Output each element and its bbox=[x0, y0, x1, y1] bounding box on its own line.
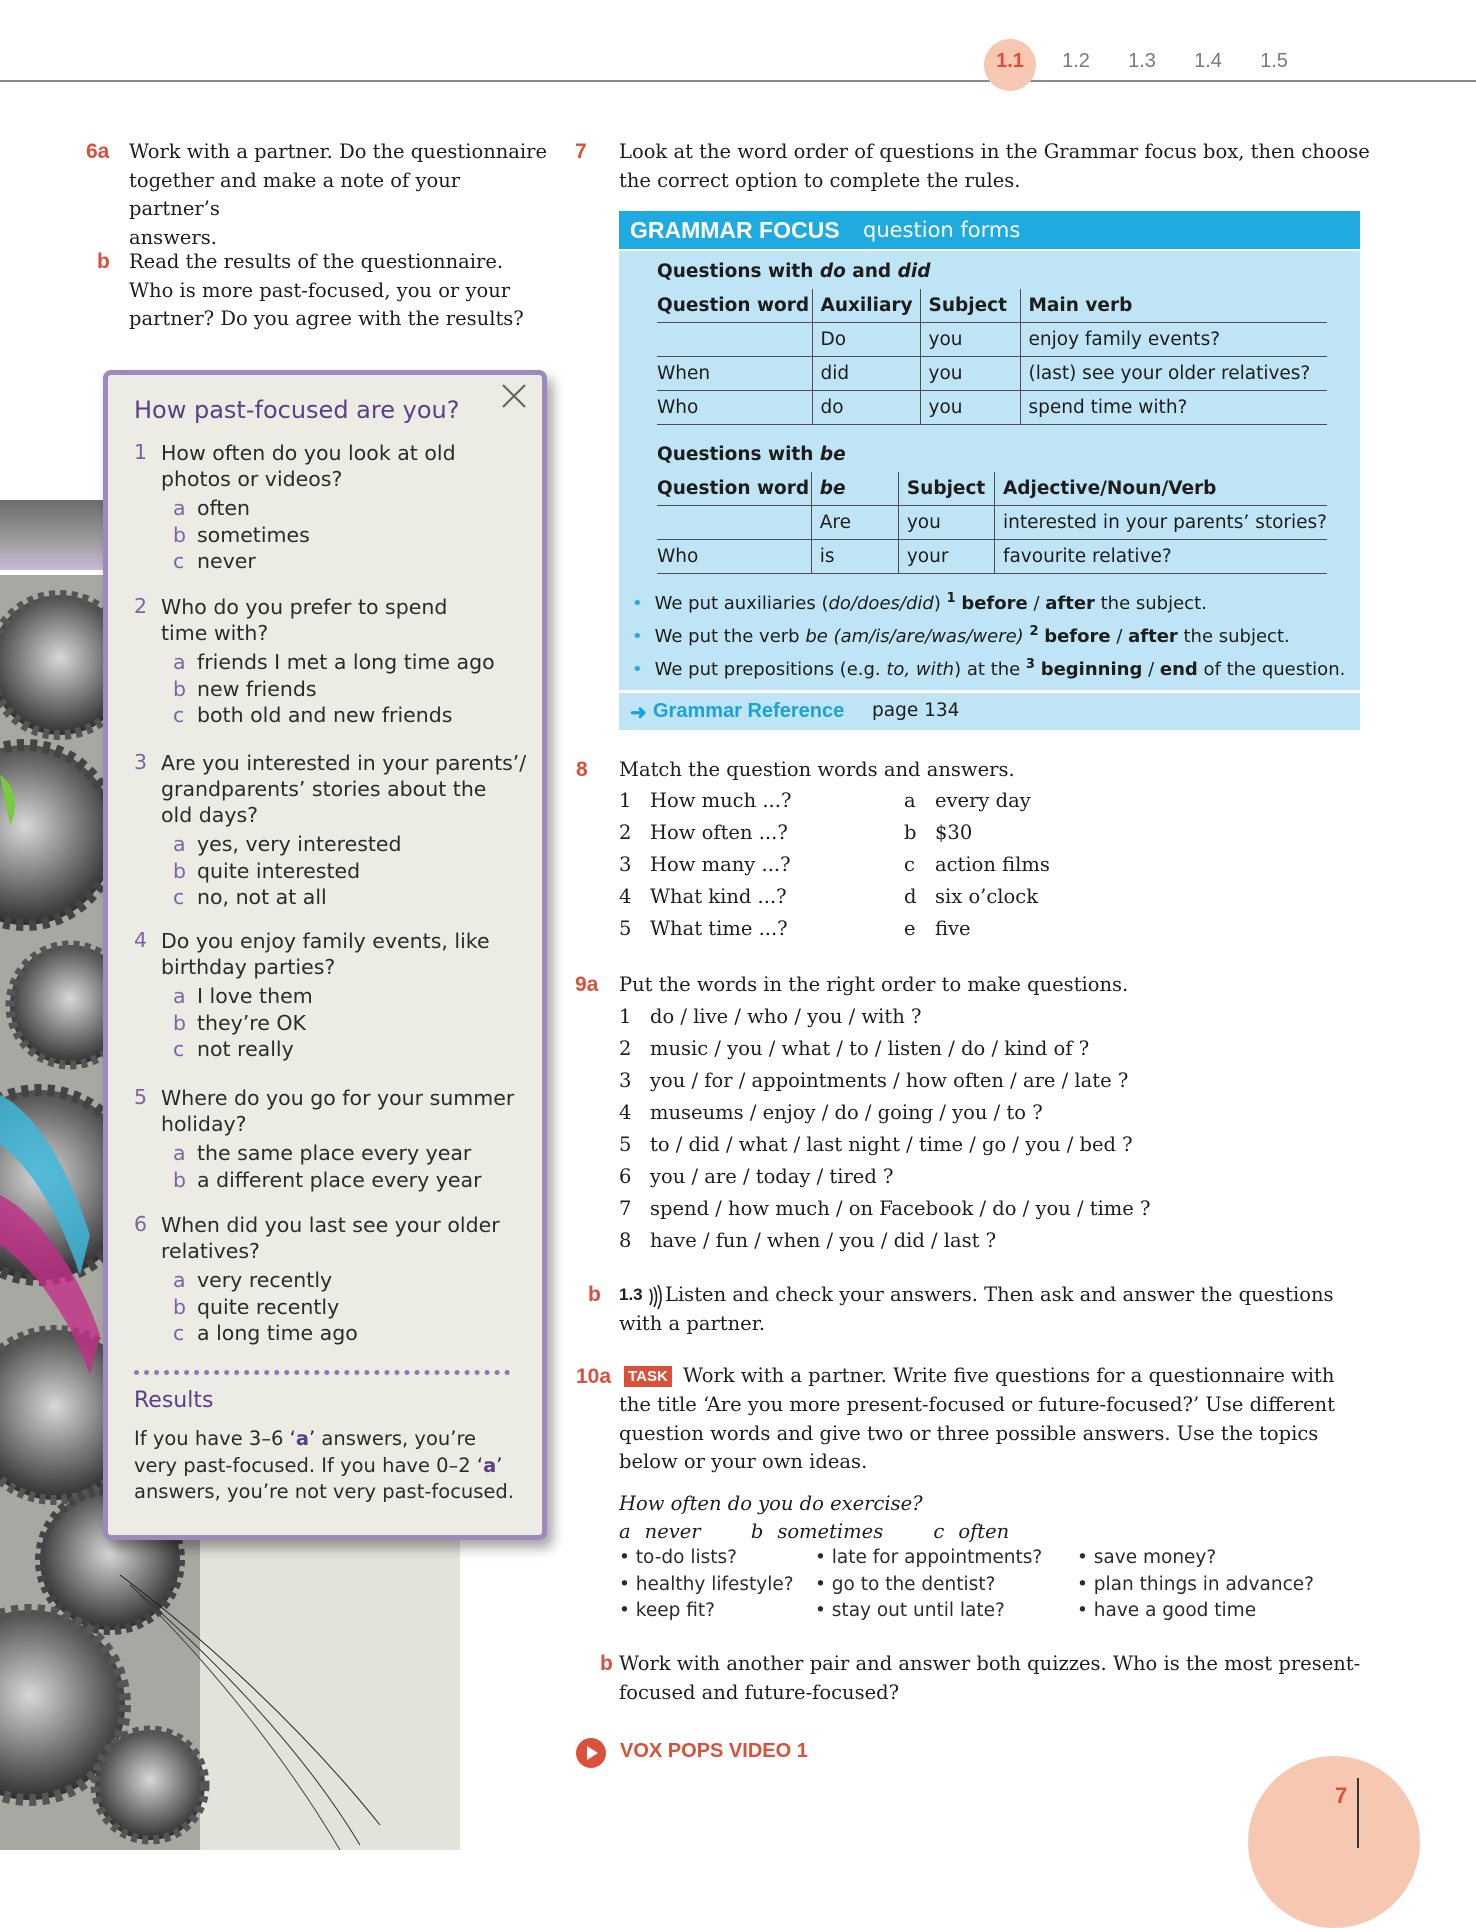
unit-tab-1-5[interactable]: 1.5 bbox=[1260, 50, 1288, 72]
table-row: Are you interested in your parents’ stories? bbox=[657, 506, 1327, 540]
ex6a-label: 6a bbox=[86, 140, 110, 163]
list-item-letter: d bbox=[904, 885, 917, 908]
question-text: Who do you prefer to spend time with? bbox=[161, 595, 448, 645]
answer-option[interactable]: b quite recently bbox=[173, 1294, 340, 1319]
arrow-right-icon: ➜ bbox=[630, 702, 647, 724]
table2-title: Questions with be bbox=[657, 444, 846, 465]
table-row: Who is your favourite relative? bbox=[657, 540, 1327, 574]
list-item-letter: a bbox=[904, 789, 916, 812]
audio-track-label[interactable]: 1.3 bbox=[619, 1285, 643, 1304]
answer-option[interactable]: a very recently bbox=[173, 1268, 333, 1292]
question-number: 5 bbox=[134, 1085, 148, 1109]
list-item-number: 5 bbox=[619, 917, 632, 940]
bullet-icon: • bbox=[619, 1573, 636, 1595]
question-text: Are you interested in your parents’/ grandparents’ stories about the old days? bbox=[161, 751, 527, 827]
list-item-number: 6 bbox=[619, 1165, 632, 1188]
ex8-label: 8 bbox=[576, 758, 588, 781]
topic-item: • late for appointments? bbox=[815, 1547, 1043, 1568]
video-link[interactable]: VOX POPS VIDEO 1 bbox=[620, 1740, 808, 1762]
table-row: When did you (last) see your older relatives? bbox=[657, 357, 1327, 391]
page-number: 7 bbox=[1335, 1783, 1348, 1808]
ex6b-label: b bbox=[97, 250, 110, 273]
list-item: museums / enjoy / do / going / you / to ? bbox=[650, 1101, 1043, 1124]
grammar-focus-title: GRAMMAR FOCUS bbox=[630, 217, 840, 243]
table-header-row: Question word Auxiliary Subject Main verb bbox=[657, 289, 1327, 323]
list-item-number: 8 bbox=[619, 1229, 632, 1252]
question-text: How often do you look at old photos or videos? bbox=[161, 441, 456, 491]
answer-option[interactable]: c a long time ago bbox=[173, 1321, 358, 1345]
list-item-number: 2 bbox=[619, 1037, 632, 1060]
answer-option[interactable]: a I love them bbox=[173, 984, 313, 1008]
answer-option[interactable]: a the same place every year bbox=[173, 1141, 472, 1165]
answer-option[interactable]: b a different place every year bbox=[173, 1167, 482, 1192]
results-title: Results bbox=[134, 1388, 214, 1413]
table-do-did bbox=[657, 289, 1327, 425]
bullet-icon: • bbox=[815, 1600, 832, 1621]
ex7-instructions: Look at the word order of questions in the Grammar focus box, then choose the correct option to complete the rules. bbox=[619, 140, 1370, 192]
list-item-number: 3 bbox=[619, 1069, 632, 1092]
list-item: every day bbox=[935, 789, 1031, 812]
list-item: six o’clock bbox=[935, 885, 1039, 908]
ex10b-instructions: Work with another pair and answer both quizzes. Who is the most present- focused and future-focused? bbox=[619, 1652, 1361, 1704]
audio-icon[interactable] bbox=[647, 1284, 663, 1310]
list-item: What kind ...? bbox=[650, 885, 787, 908]
list-item: to / did / what / last night / time / go / you / bed ? bbox=[650, 1133, 1133, 1156]
table-be bbox=[657, 472, 1327, 574]
page-number-rule bbox=[1357, 1778, 1359, 1848]
unit-tab-1-1[interactable]: 1.1 bbox=[996, 50, 1024, 72]
list-item-letter: c bbox=[904, 853, 915, 876]
unit-tab-1-4[interactable]: 1.4 bbox=[1194, 50, 1222, 72]
rule-1: • We put auxiliaries (do/does/did) $^1$ before / after the subject. bbox=[632, 591, 1207, 614]
ex10b-label: b bbox=[600, 1652, 613, 1675]
question-text: When did you last see your older relatives? bbox=[161, 1213, 500, 1263]
play-icon[interactable] bbox=[575, 1737, 607, 1769]
example-options: a never b sometimes c often bbox=[619, 1520, 1010, 1543]
ex8-instructions: Match the question words and answers. bbox=[619, 758, 1015, 781]
list-item: $30 bbox=[935, 821, 973, 844]
bullet-icon: • bbox=[815, 1573, 832, 1595]
question-number: 2 bbox=[134, 594, 148, 618]
ex9b-line-1: Listen and check your answers. Then ask and answer the questions bbox=[665, 1283, 1334, 1306]
list-item: What time ...? bbox=[650, 917, 788, 940]
answer-option[interactable]: b new friends bbox=[173, 676, 317, 701]
ex10a-rest: the title ‘Are you more present-focused or future-focused?’ Use different question words and give two or three possible answers. Use the topics below or your own ideas. bbox=[619, 1393, 1335, 1473]
list-item-number: 3 bbox=[619, 853, 632, 876]
question-number: 3 bbox=[134, 750, 148, 774]
answer-option[interactable]: c never bbox=[173, 549, 256, 573]
ex10a-line-1: Work with a partner. Write five questions for a questionnaire with bbox=[683, 1364, 1335, 1387]
rule-2: • We put the verb be (am/is/are/was/were) $^2$ before / after the subject. bbox=[632, 624, 1290, 647]
grammar-reference-bar bbox=[619, 693, 1360, 730]
topic-item: • plan things in advance? bbox=[1077, 1573, 1314, 1595]
bullet-icon: • bbox=[619, 1547, 636, 1568]
page-number-circle bbox=[1248, 1756, 1420, 1928]
list-item: do / live / who / you / with ? bbox=[650, 1005, 922, 1028]
question-text: Do you enjoy family events, like birthday parties? bbox=[161, 929, 490, 979]
grammar-reference-link[interactable]: Grammar Reference bbox=[653, 700, 845, 722]
list-item: music / you / what / to / listen / do / kind of ? bbox=[650, 1037, 1090, 1060]
list-item-number: 5 bbox=[619, 1133, 632, 1156]
topic-item: • keep fit? bbox=[619, 1600, 715, 1621]
answer-option[interactable]: a friends I met a long time ago bbox=[173, 650, 495, 674]
list-item: How often ...? bbox=[650, 821, 788, 844]
list-item: How many ...? bbox=[650, 853, 791, 876]
list-item-number: 1 bbox=[619, 789, 632, 812]
table-row: Do you enjoy family events? bbox=[657, 323, 1327, 357]
ex9a-instructions: Put the words in the right order to make questions. bbox=[619, 973, 1129, 996]
task-badge: TASK bbox=[624, 1366, 672, 1387]
topic-item: • healthy lifestyle? bbox=[619, 1573, 794, 1595]
ex7-label: 7 bbox=[575, 140, 587, 163]
table-row: Who do you spend time with? bbox=[657, 391, 1327, 425]
answer-option[interactable]: a yes, very interested bbox=[173, 832, 402, 856]
ex6a-instructions: Work with a partner. Do the questionnaire together and make a note of your partner’s answers. bbox=[129, 140, 548, 249]
topic-item: • save money? bbox=[1077, 1547, 1217, 1568]
answer-option[interactable]: c no, not at all bbox=[173, 885, 327, 909]
answer-option[interactable]: a often bbox=[173, 496, 251, 520]
question-number: 1 bbox=[134, 440, 148, 464]
topic-item: • go to the dentist? bbox=[815, 1573, 996, 1595]
rule-3: • We put prepositions (e.g. to, with) at the $^3$ beginning / end of the question. bbox=[632, 657, 1346, 680]
list-item-number: 4 bbox=[619, 1101, 632, 1124]
close-icon[interactable] bbox=[500, 382, 528, 410]
bullet-icon: • bbox=[619, 1600, 636, 1621]
topic-item: • to-do lists? bbox=[619, 1547, 737, 1568]
question-number: 6 bbox=[134, 1212, 148, 1236]
question-text: Where do you go for your summer holiday? bbox=[161, 1086, 515, 1136]
bullet-icon: • bbox=[1077, 1573, 1094, 1595]
list-item-letter: b bbox=[904, 821, 917, 844]
grammar-focus-header bbox=[619, 211, 1360, 249]
list-item-number: 7 bbox=[619, 1197, 632, 1220]
list-item-number: 4 bbox=[619, 885, 632, 908]
results-text: If you have 3–6 ‘a’ answers, you’re very past-focused. If you have 0–2 ‘a’ answers, you’re not very past-focused. bbox=[134, 1427, 515, 1503]
answer-option[interactable]: c both old and new friends bbox=[173, 703, 453, 727]
table1-title: Questions with do and did bbox=[657, 261, 931, 282]
list-item-letter: e bbox=[904, 917, 916, 940]
bullet-icon: • bbox=[815, 1547, 832, 1568]
example-question: How often do you do exercise? bbox=[619, 1492, 923, 1515]
header-rule bbox=[0, 80, 1476, 82]
ex9a-label: 9a bbox=[575, 973, 599, 996]
list-item: spend / how much / on Facebook / do / you / time ? bbox=[650, 1197, 1151, 1220]
list-item-number: 1 bbox=[619, 1005, 632, 1028]
answer-option[interactable]: b sometimes bbox=[173, 522, 310, 547]
grammar-reference-page: page 134 bbox=[872, 700, 960, 721]
answer-option[interactable]: b they’re OK bbox=[173, 1010, 306, 1035]
unit-tab-1-3[interactable]: 1.3 bbox=[1128, 50, 1156, 72]
list-item: How much ...? bbox=[650, 789, 792, 812]
questionnaire-title: How past-focused are you? bbox=[134, 396, 460, 424]
photo-rail bbox=[0, 500, 110, 570]
ex9b-line-2: with a partner. bbox=[619, 1312, 766, 1335]
ex10a-label: 10a bbox=[576, 1365, 612, 1388]
topic-item: • stay out until late? bbox=[815, 1600, 1005, 1621]
unit-tab-1-2[interactable]: 1.2 bbox=[1062, 50, 1090, 72]
ex9b-label: b bbox=[588, 1283, 601, 1306]
ex6b-instructions: Read the results of the questionnaire. Who is more past-focused, you or your partner? Do you agree with the results? bbox=[129, 250, 524, 330]
table-header-row: Question word be Subject Adjective/Noun/Verb bbox=[657, 472, 1327, 506]
list-item: action films bbox=[935, 853, 1050, 876]
bullet-icon: • bbox=[1077, 1547, 1094, 1568]
list-item: five bbox=[935, 917, 971, 940]
answer-option[interactable]: c not really bbox=[173, 1037, 294, 1061]
list-item: you / are / today / tired ? bbox=[650, 1165, 894, 1188]
list-item-number: 2 bbox=[619, 821, 632, 844]
list-item: you / for / appointments / how often / are / late ? bbox=[650, 1069, 1129, 1092]
question-number: 4 bbox=[134, 928, 148, 952]
grammar-focus-subtitle: question forms bbox=[863, 218, 1021, 242]
list-item: have / fun / when / you / did / last ? bbox=[650, 1229, 997, 1252]
bullet-icon: • bbox=[1077, 1600, 1094, 1621]
results-divider bbox=[134, 1370, 510, 1375]
topic-item: • have a good time bbox=[1077, 1600, 1257, 1621]
answer-option[interactable]: b quite interested bbox=[173, 858, 361, 883]
